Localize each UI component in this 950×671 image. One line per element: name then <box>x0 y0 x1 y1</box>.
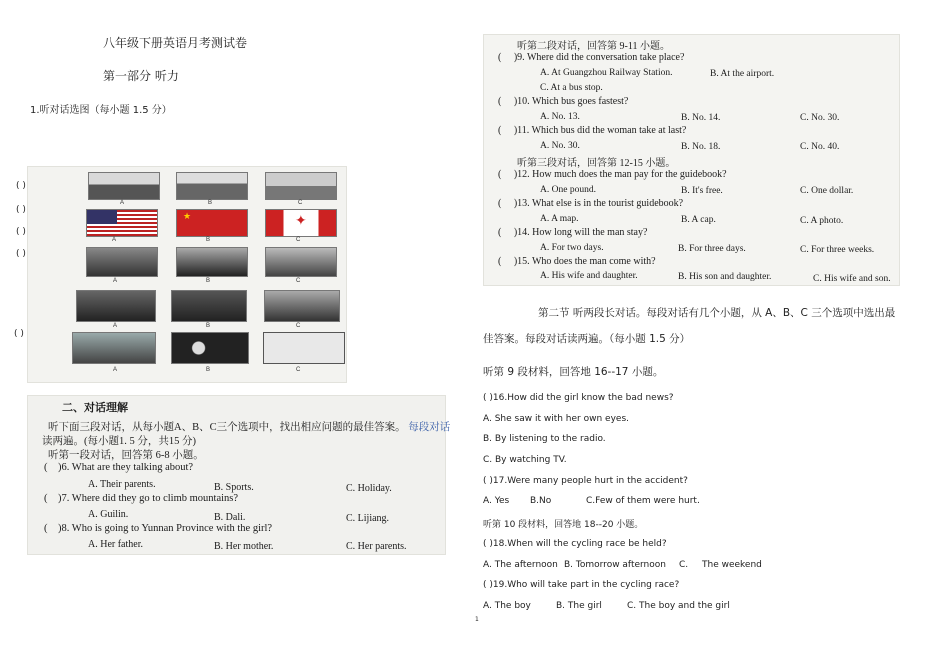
part-heading: 第一部分 听力 <box>103 69 179 83</box>
listening-questions-scan <box>483 34 900 286</box>
question-16: ( )16.How did the girl know the bad news? <box>483 393 674 403</box>
option-18c: C. <box>679 560 689 570</box>
subheading-12-15: 听第三段对话，回答第 12-15 小题。 <box>517 158 676 169</box>
label-c: C <box>296 323 301 329</box>
option-c: C. Lijiang. <box>346 513 390 524</box>
label-c: C <box>296 278 301 284</box>
exam-title: 八年级下册英语月考测试卷 <box>103 36 248 50</box>
image-ticket <box>263 332 345 364</box>
option-19b: B. The girl <box>556 601 602 611</box>
china-flag-image <box>176 209 248 237</box>
us-flag-image <box>86 209 158 237</box>
option-b: B. Dali. <box>214 512 246 523</box>
question-marker-3: ( ) <box>16 227 26 237</box>
option-c: C. Holiday. <box>346 483 392 494</box>
option-a: A. Her father. <box>88 539 143 550</box>
subheading-6-8: 听第一段对话，回答第 6-8 小题。 <box>48 450 204 461</box>
option-c: C. For three weeks. <box>800 245 875 255</box>
option-a: A. One pound. <box>540 185 596 195</box>
image-building <box>265 172 337 200</box>
option-b: B. For three days. <box>678 244 746 254</box>
image-great-wall <box>88 172 160 200</box>
question-marker-4: ( ) <box>16 249 26 259</box>
option-a: A. A map. <box>540 214 579 224</box>
option-19a: A. The boy <box>483 601 531 611</box>
option-b: B. No. 14. <box>681 113 721 123</box>
image-motorbike <box>264 290 340 322</box>
option-19c: C. The boy and the girl <box>627 601 730 611</box>
option-b: B. No. 18. <box>681 142 721 152</box>
label-c: C <box>298 200 303 206</box>
question-9: ( )9. Where did the conversation take place? <box>498 52 685 63</box>
question-marker-2: ( ) <box>16 205 26 215</box>
option-a: A. No. 13. <box>540 112 580 122</box>
label-a: A <box>113 367 118 373</box>
question-14: ( )14. How long will the man stay? <box>498 227 648 238</box>
label-a: A <box>120 200 125 206</box>
option-c: C. No. 40. <box>800 142 840 152</box>
option-16a: A. She saw it with her own eyes. <box>483 414 629 424</box>
canada-flag-image <box>265 209 337 237</box>
question-15: ( )15. Who does the man come with? <box>498 256 656 267</box>
label-a: A <box>113 278 118 284</box>
option-16c: C. By watching TV. <box>483 455 567 465</box>
option-a: A. Guilin. <box>88 509 129 520</box>
question-12: ( )12. How much does the man pay for the guidebook? <box>498 169 727 180</box>
question-18: ( )18.When will the cycling race be held? <box>483 539 667 549</box>
option-a: A. No. 30. <box>540 141 580 151</box>
option-c: C. At a bus stop. <box>540 83 603 93</box>
label-b: B <box>206 237 211 243</box>
question-13: ( )13. What else is in the tourist guidebook? <box>498 198 684 209</box>
option-a: A. For two days. <box>540 243 604 253</box>
material-9-heading: 听第 9 段材料，回答地 16--17 小题。 <box>483 366 664 378</box>
question-7: ( )7. Where did they go to climb mountains? <box>44 493 239 504</box>
question-6: ( )6. What are they talking about? <box>44 462 194 473</box>
question-19: ( )19.Who will take part in the cycling race? <box>483 580 680 590</box>
option-b: B. Her mother. <box>214 541 274 552</box>
option-c: C. No. 30. <box>800 113 840 123</box>
option-a: A. Their parents. <box>88 479 156 490</box>
image-mountain-lake <box>86 247 158 277</box>
material-10-heading: 听第 10 段材料，回答地 18--20 小题。 <box>483 520 644 530</box>
option-16b: B. By listening to the radio. <box>483 434 606 444</box>
label-c: C <box>296 237 301 243</box>
option-17c: C.Few of them were hurt. <box>586 496 700 506</box>
label-b: B <box>206 367 211 373</box>
image-coast <box>265 247 337 277</box>
option-c: C. Her parents. <box>346 541 407 552</box>
image-clock <box>171 332 249 364</box>
instruction-line-2: 读两遍。(每小题1. 5 分，共15 分) <box>42 436 196 447</box>
image-train <box>76 290 156 322</box>
option-c: C. His wife and son. <box>813 274 891 284</box>
label-b: B <box>208 200 213 206</box>
option-18c-text: The weekend <box>702 560 762 570</box>
section-heading: 二、对话理解 <box>62 402 128 414</box>
question-11: ( )11. Which bus did the woman take at last? <box>498 125 687 136</box>
question-marker-5: ( ) <box>14 329 24 339</box>
option-b: B. His son and daughter. <box>678 272 772 282</box>
option-b: B. At the airport. <box>710 69 775 79</box>
subheading-9-11: 听第二段对话，回答第 9-11 小题。 <box>517 41 670 52</box>
image-city-scene <box>72 332 156 364</box>
label-c: C <box>296 367 301 373</box>
option-c: C. One dollar. <box>800 186 854 196</box>
section2-instruction-line1: 第二节 听两段长对话。每段对话有几个小题，从 A、B、C 三个选项中选出最 <box>538 307 896 319</box>
question-8: ( )8. Who is going to Yunnan Province with the girl? <box>44 523 273 534</box>
instruction-line-1: 听下面三段对话，从每小题A、B、C三个选项中，找出相应问题的最佳答案。 每段对话 <box>48 422 451 433</box>
option-b: B. Sports. <box>214 482 254 493</box>
label-a: A <box>112 237 117 243</box>
question-marker-1: ( ) <box>16 181 26 191</box>
section2-instruction-line2: 佳答案。每段对话读两遍。（每小题 1.5 分） <box>483 333 691 345</box>
image-car <box>171 290 247 322</box>
picture-choices-scan <box>27 166 347 383</box>
image-hills <box>176 247 248 277</box>
label-a: A <box>113 323 118 329</box>
option-b: B. A cap. <box>681 215 716 225</box>
option-18a: A. The afternoon <box>483 560 558 570</box>
option-c: C. A photo. <box>800 216 844 226</box>
question-17: ( )17.Were many people hurt in the accident? <box>483 476 688 486</box>
option-18b: B. Tomorrow afternoon <box>564 560 666 570</box>
option-b: B. It's free. <box>681 186 723 196</box>
option-17b: B.No <box>530 496 552 506</box>
option-a: A. His wife and daughter. <box>540 271 638 281</box>
section1-instruction: 1.听对话选图（每小题 1.5 分） <box>30 105 172 116</box>
dialogue-section-scan <box>27 395 451 555</box>
label-b: B <box>206 323 211 329</box>
label-b: B <box>206 278 211 284</box>
question-10: ( )10. Which bus goes fastest? <box>498 96 629 107</box>
image-temple <box>176 172 248 200</box>
option-17a: A. Yes <box>483 496 510 506</box>
page-number: 1 <box>475 616 479 623</box>
option-a: A. At Guangzhou Railway Station. <box>540 68 673 78</box>
